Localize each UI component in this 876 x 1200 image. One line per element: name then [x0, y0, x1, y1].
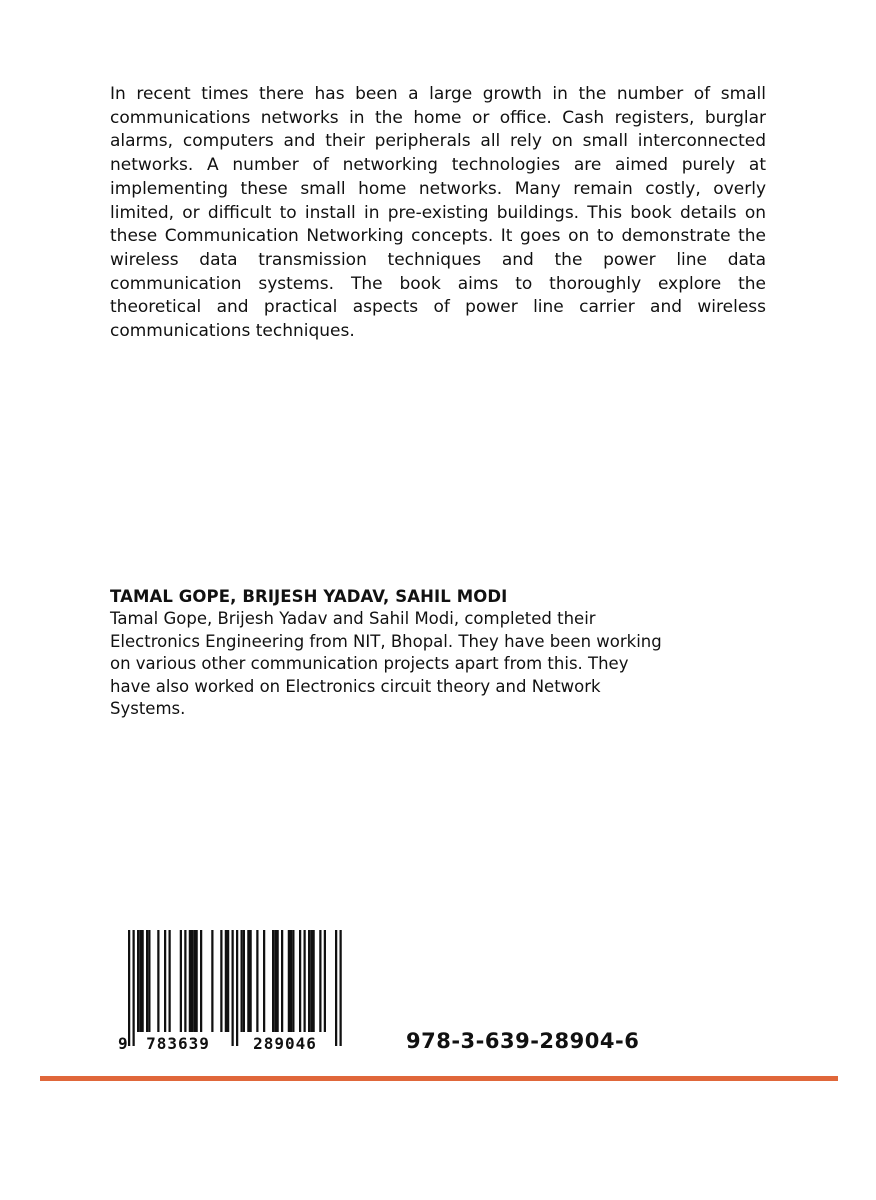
footer-rule: [40, 1076, 838, 1081]
barcode-bar: [274, 930, 276, 1032]
barcode-bar: [313, 930, 315, 1032]
barcode-guard-bar: [133, 930, 135, 1046]
barcode-bar: [319, 930, 321, 1032]
barcode-guard-bar: [236, 930, 238, 1046]
barcode-bar: [277, 930, 279, 1032]
barcode-bar: [200, 930, 202, 1032]
barcode-bar: [304, 930, 306, 1032]
barcode-bar: [324, 930, 326, 1032]
barcode-guard-bar: [340, 930, 342, 1046]
author-section: [110, 586, 790, 721]
barcode-bar: [263, 930, 265, 1032]
barcode-bar: [227, 930, 229, 1032]
barcode-left-digits: 783639: [146, 1034, 210, 1052]
barcode-bar: [281, 930, 283, 1032]
isbn-number: 978-3-639-28904-6: [406, 1029, 640, 1053]
barcode-bar: [290, 930, 292, 1032]
barcode-bar: [256, 930, 258, 1032]
barcode-bar: [211, 930, 213, 1032]
barcode-bar: [180, 930, 182, 1032]
barcode-guard-bar: [128, 930, 130, 1046]
barcode-bar: [243, 930, 245, 1032]
barcode-bar: [169, 930, 171, 1032]
isbn-barcode: [114, 928, 354, 1052]
barcode-bar: [292, 930, 294, 1032]
barcode-right-digits: 289046: [253, 1034, 317, 1052]
barcode-first-digit: 9: [118, 1034, 128, 1052]
barcode-bar: [139, 930, 141, 1032]
barcode-bar: [193, 930, 195, 1032]
barcode-bar: [146, 930, 148, 1032]
book-description: In recent times there has been a large growth in the number of small communications networks in the home or office. Cash registers, burglar alarms, computers and their peripherals all rely on small interconnected networks. A number of networking technologies are aimed purely at implementing these small home networks. Many remain costly, overly limited, or difficult to install in pre-existing buildings. This book details on these Communication Networking concepts. It goes on to demonstrate the wireless data transmission techniques and the power line data communication systems. The book aims to thoroughly explore the theoretical and practical aspects of power line carrier and wireless communications techniques.: [110, 84, 766, 342]
barcode-bar: [164, 930, 166, 1032]
barcode-bar: [142, 930, 144, 1032]
author-bio: Tamal Gope, Brijesh Yadav and Sahil Modi, completed their Electronics Engineering from NIT, Bhopal. They have been working on various other communication projects apart from this. They have also worked on Electronics circuit theory and Network Systems.: [110, 609, 662, 718]
barcode-bar: [137, 930, 139, 1032]
barcode-bar: [184, 930, 186, 1032]
barcode-bar: [189, 930, 191, 1032]
barcode-bar: [241, 930, 243, 1032]
author-names: TAMAL GOPE, BRIJESH YADAV, SAHIL MODI: [110, 587, 508, 606]
barcode-bar: [191, 930, 193, 1032]
barcode-graphic: [114, 928, 354, 1052]
barcode-bar: [220, 930, 222, 1032]
barcode-bar: [247, 930, 249, 1032]
barcode-bar: [308, 930, 310, 1032]
barcode-bar: [157, 930, 159, 1032]
barcode-bar: [250, 930, 252, 1032]
barcode-bar: [272, 930, 274, 1032]
barcode-bar: [299, 930, 301, 1032]
barcode-bar: [225, 930, 227, 1032]
barcode-bar: [148, 930, 150, 1032]
barcode-guard-bar: [335, 930, 337, 1046]
barcode-bar: [288, 930, 290, 1032]
barcode-bar: [196, 930, 198, 1032]
barcode-guard-bar: [232, 930, 234, 1046]
barcode-bar: [310, 930, 312, 1032]
